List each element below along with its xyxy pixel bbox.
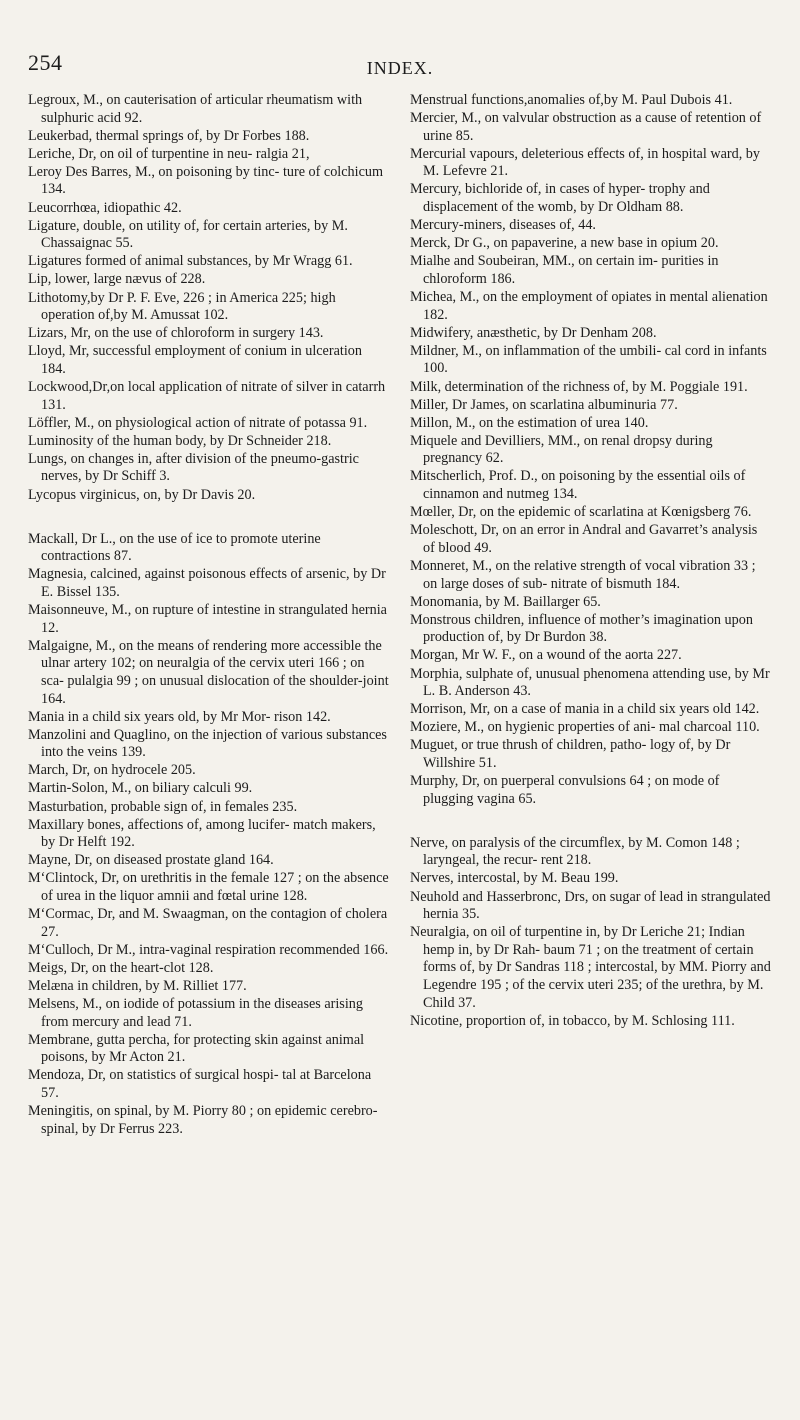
index-group-m-continued	[410, 92, 772, 808]
index-entry: Morrison, Mr, on a case of mania in a child six years old 142.	[410, 701, 760, 718]
index-entry: Melæna in children, by M. Rilliet 177.	[28, 978, 247, 994]
index-entry: Maxillary bones, affections of, among lucifer- match makers, by Dr Helft 192.	[28, 816, 376, 851]
index-entry: Ligature, double, on utility of, for certain arteries, by M. Chassaignac 55.	[28, 217, 348, 252]
index-entry: Mercury-miners, diseases of, 44.	[410, 217, 596, 234]
index-entry: Monomania, by M. Baillarger 65.	[410, 593, 601, 610]
index-entry: Leroy Des Barres, M., on poisoning by tinc- ture of colchicum 134.	[28, 163, 383, 198]
index-entry: Milk, determination of the richness of, by M. Poggiale 191.	[410, 378, 748, 395]
group-separator	[410, 809, 772, 835]
page-number: 254	[28, 50, 63, 75]
index-entry: Mitscherlich, Prof. D., on poisoning by the essential oils of cinnamon and nutmeg 134.	[410, 468, 746, 503]
index-entry: March, Dr, on hydrocele 205.	[28, 762, 196, 779]
index-group-l	[28, 92, 390, 504]
index-entry: Meigs, Dr, on the heart-clot 128.	[28, 959, 214, 976]
index-entry: Martin-Solon, M., on biliary calculi 99.	[28, 780, 253, 797]
index-entry: Mayne, Dr, on diseased prostate gland 164.	[28, 852, 274, 869]
index-entry: Michea, M., on the employment of opiates in mental alienation 182.	[410, 289, 768, 323]
index-entry: Mialhe and Soubeiran, MM., on certain im- purities in chloroform 186.	[410, 253, 719, 287]
index-entry: M‘Culloch, Dr M., intra-vaginal respiration recommended 166.	[28, 941, 389, 958]
index-entry: Mildner, M., on inflammation of the umbili- cal cord in infants 100.	[410, 342, 767, 377]
index-group-n	[410, 835, 772, 1031]
index-entry: Lockwood,Dr,on local application of nitrate of silver in catarrh 131.	[28, 379, 386, 413]
index-entry: Löffler, M., on physiological action of nitrate of potassa 91.	[28, 414, 368, 431]
index-entry: Menstrual functions,anomalies of,by M. Paul Dubois 41.	[410, 92, 733, 108]
index-entry: Leriche, Dr, on oil of turpentine in neu- ralgia 21,	[28, 145, 310, 162]
index-entry: Morgan, Mr W. F., on a wound of the aorta 227.	[410, 647, 682, 664]
index-entry: Mercier, M., on valvular obstruction as a cause of retention of urine 85.	[410, 110, 762, 144]
index-entry: Merck, Dr G., on papaverine, a new base in opium 20.	[410, 235, 719, 252]
index-entry: Manzolini and Quaglino, on the injection of various substances into the veins 139.	[28, 726, 387, 761]
index-entry: Leukerbad, thermal springs of, by Dr Forbes 188.	[28, 127, 310, 144]
index-entry: Moleschott, Dr, on an error in Andral and Gavarret’s analysis of blood 49.	[410, 522, 758, 556]
index-entry: Melsens, M., on iodide of potassium in the diseases arising from mercury and lead 71.	[28, 996, 363, 1030]
index-entry: Murphy, Dr, on puerperal convulsions 64 ; on mode of plugging vagina 65.	[410, 773, 720, 807]
index-entry: Mackall, Dr L., on the use of ice to promote uterine contractions 87.	[28, 530, 321, 565]
index-entry: Miquele and Devilliers, MM., on renal dropsy during pregnancy 62.	[410, 432, 713, 467]
running-head: INDEX.	[366, 58, 434, 78]
index-entry: Midwifery, anæsthetic, by Dr Denham 208.	[410, 324, 657, 341]
index-entry: Mendoza, Dr, on statistics of surgical hospi- tal at Barcelona 57.	[28, 1067, 372, 1102]
left-column	[28, 92, 390, 1139]
index-entry: Monstrous children, influence of mother’s imagination upon production of, by Dr Burdon 38.	[410, 611, 753, 646]
index-entry: Mœller, Dr, on the epidemic of scarlatina at Kœnigsberg 76.	[410, 504, 752, 521]
index-entry: Mercury, bichloride of, in cases of hyper- trophy and displacement of the womb, by Dr Oldham 88.	[410, 181, 710, 216]
index-entry: Mercurial vapours, deleterious effects of, in hospital ward, by M. Lefevre 21.	[410, 145, 760, 180]
index-entry: Nerves, intercostal, by M. Beau 199.	[410, 870, 619, 887]
index-entry: Malgaigne, M., on the means of rendering more accessible the ulnar artery 102; on neuralgia of the cervix uteri 166 ; on sca- pulalgia 99 ; on unusual dislocation of the shoulder-joint 164.	[28, 637, 389, 707]
index-entry: Nerve, on paralysis of the circumflex, by M. Comon 148 ; laryngeal, the recur- rent 218.	[410, 834, 740, 869]
index-entry: Moziere, M., on hygienic properties of ani- mal charcoal 110.	[410, 719, 760, 736]
index-entry: Lithotomy,by Dr P. F. Eve, 226 ; in America 225; high operation of,by M. Amussat 102.	[28, 289, 336, 324]
index-entry: Membrane, gutta percha, for protecting skin against animal poisons, by Mr Acton 21.	[28, 1031, 365, 1066]
index-entry: Lip, lower, large nævus of 228.	[28, 271, 206, 288]
right-column	[410, 92, 772, 1031]
index-entry: Maisonneuve, M., on rupture of intestine in strangulated hernia 12.	[28, 602, 387, 636]
index-entry: M‘Cormac, Dr, and M. Swaagman, on the contagion of cholera 27.	[28, 906, 388, 940]
index-entry: Masturbation, probable sign of, in females 235.	[28, 798, 298, 815]
index-entry: Nicotine, proportion of, in tobacco, by M. Schlosing 111.	[410, 1012, 735, 1029]
index-entry: Muguet, or true thrush of children, patho- logy of, by Dr Willshire 51.	[410, 737, 731, 771]
index-entry: Meningitis, on spinal, by M. Piorry 80 ; on epidemic cerebro-spinal, by Dr Ferrus 223.	[28, 1103, 378, 1137]
index-entry: M‘Clintock, Dr, on urethritis in the female 127 ; on the absence of urea in the liquor amnii and fœtal urine 128.	[28, 870, 389, 905]
index-entry: Mania in a child six years old, by Mr Mor- rison 142.	[28, 708, 331, 725]
index-entry: Magnesia, calcined, against poisonous effects of arsenic, by Dr E. Bissel 135.	[28, 566, 386, 600]
group-separator	[28, 505, 390, 531]
index-entry: Neuhold and Hasserbronc, Drs, on sugar of lead in strangulated hernia 35.	[410, 888, 771, 923]
index-entry: Neuralgia, on oil of turpentine in, by Dr Leriche 21; Indian hemp in, by Dr Rah- baum 71 ; on the treatment of certain forms of, by Dr Sandras 118 ; intercostal, by MM. Piorry and Legendre 195 ; of the cervix uteri 235; of the urethra, by M. Child 37.	[410, 924, 771, 1011]
index-entry: Ligatures formed of animal substances, by Mr Wragg 61.	[28, 253, 353, 270]
index-entry: Lloyd, Mr, successful employment of conium in ulceration 184.	[28, 343, 362, 377]
index-entry: Lycopus virginicus, on, by Dr Davis 20.	[28, 486, 256, 503]
index-entry: Luminosity of the human body, by Dr Schneider 218.	[28, 432, 332, 449]
index-entry: Miller, Dr James, on scarlatina albuminuria 77.	[410, 396, 678, 413]
index-entry: Morphia, sulphate of, unusual phenomena attending use, by Mr L. B. Anderson 43.	[410, 665, 770, 700]
index-entry: Lizars, Mr, on the use of chloroform in surgery 143.	[28, 325, 324, 342]
index-entry: Legroux, M., on cauterisation of articular rheumatism with sulphuric acid 92.	[28, 92, 363, 126]
index-entry: Leucorrhœa, idiopathic 42.	[28, 199, 182, 216]
index-group-m	[28, 531, 390, 1139]
index-entry: Lungs, on changes in, after division of the pneumo-gastric nerves, by Dr Schiff 3.	[28, 450, 359, 485]
index-entry: Millon, M., on the estimation of urea 140.	[410, 414, 649, 431]
index-entry: Monneret, M., on the relative strength of vocal vibration 33 ; on large doses of sub- nitrate of bismuth 184.	[410, 557, 756, 592]
